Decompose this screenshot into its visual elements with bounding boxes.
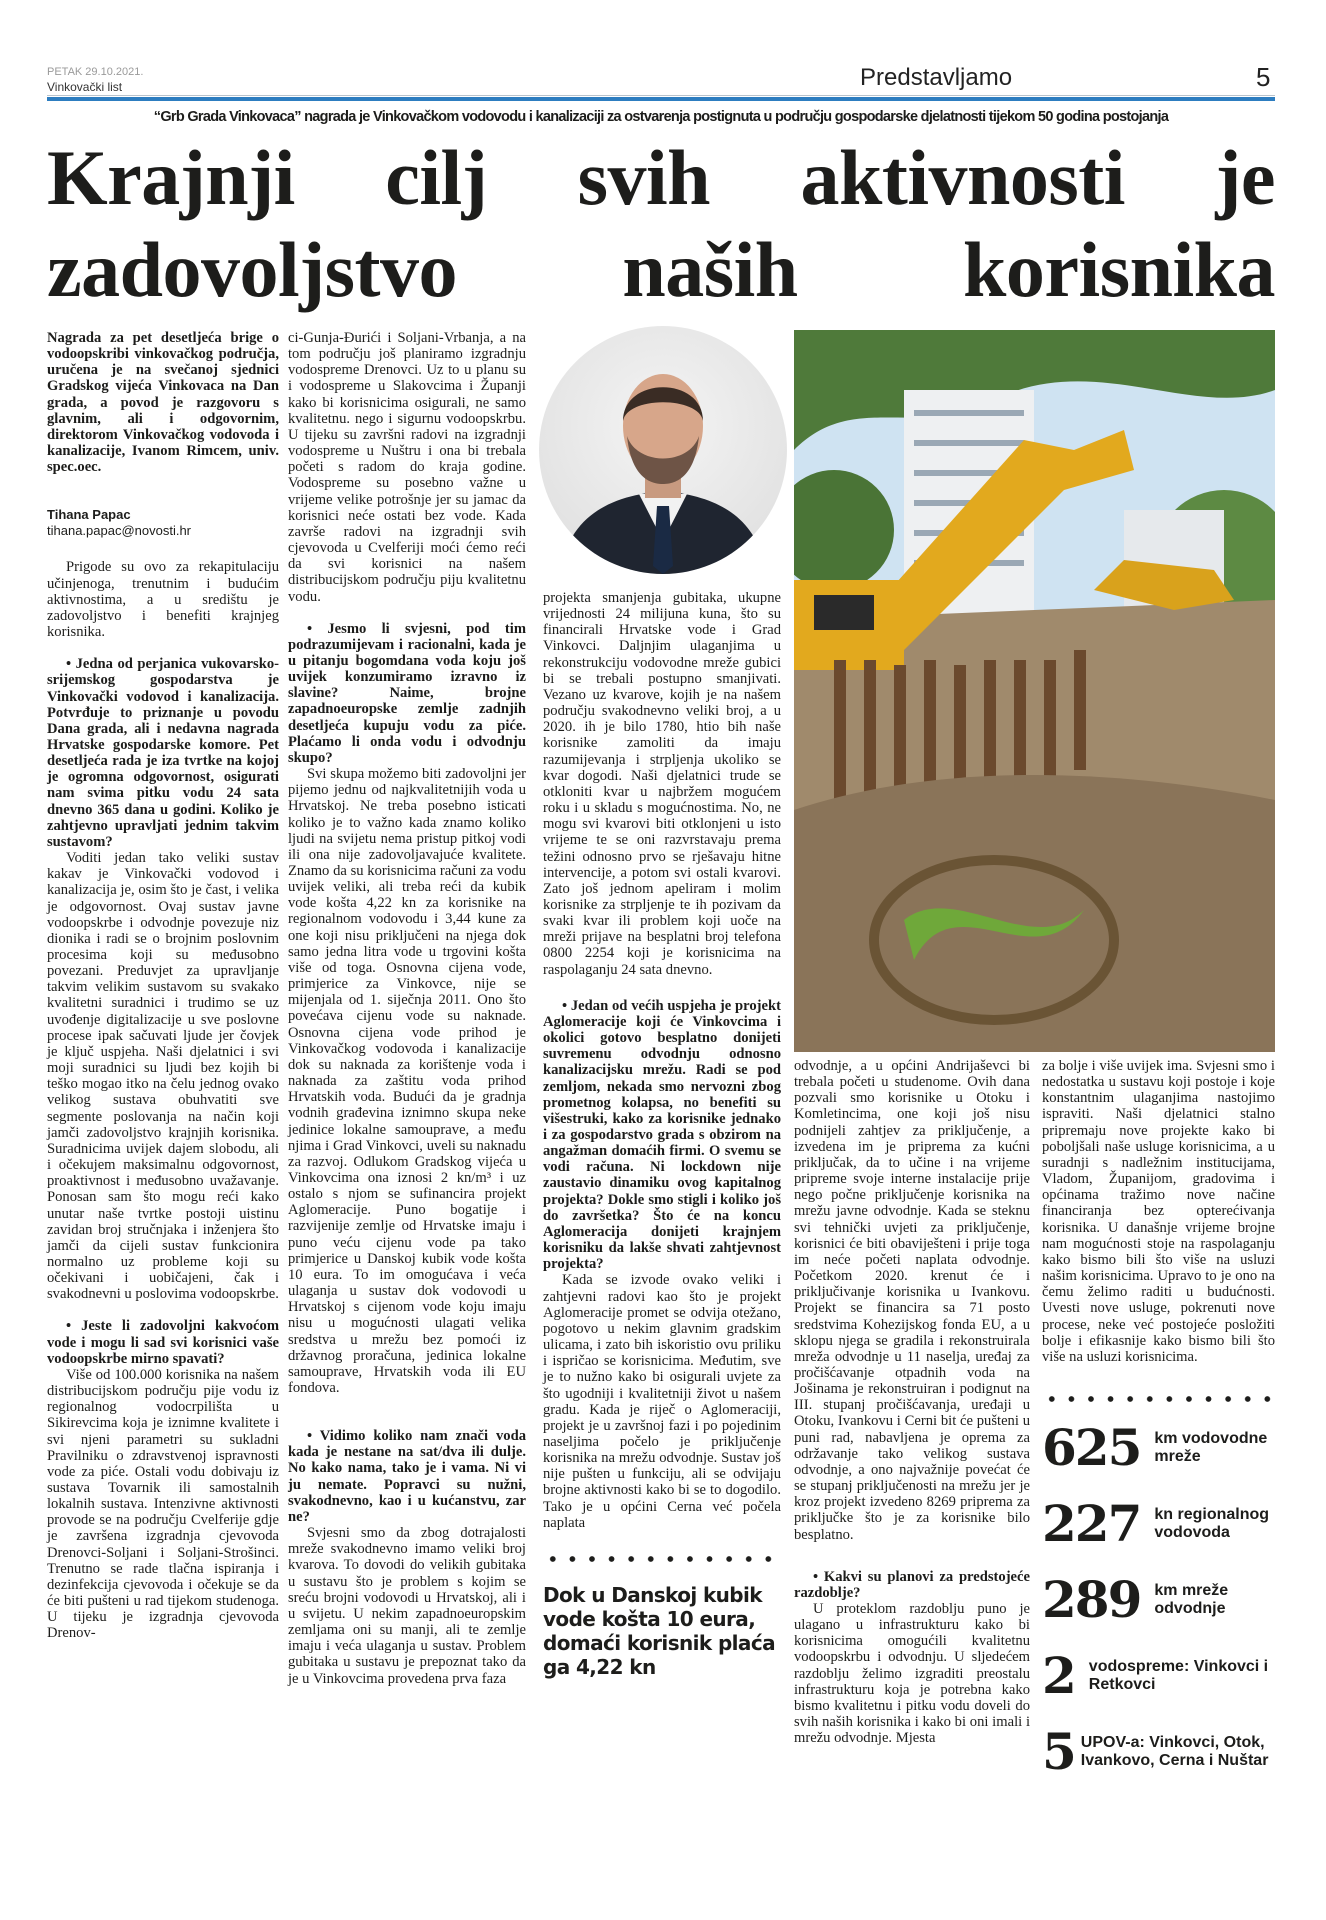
paragraph: projekta smanjenja gubitaka, ukupne vrijednosti 24 milijuna kuna, što su financirali Hrvatske vode i Grad Vinkovci. Daljnjim ulaganjima u rekonstrukciju vodovodne mreže gubici bi se trebali postupno smanjivati. Vezano uz kvarove, kojih je na našem području svakodnevno veliki broj, a u 2020. ih je bilo 1780, htio bih naše korisnike zamoliti da imaju razumijevanja i strpljenja ukoliko se kvar dogodi. Naši djelatnici trude se otkloniti kvar u najbržem mogućem roku i u skladu s mogućnostima. No, ne mogu svi kvarovi biti otklonjeni u isto vrijeme te se oni razvrstavaju prema težini odnosno prvo se rješavaju hitne intervencije, a potom svi ostali kvarovi. Zato još jednom apeliram i molim korisnike za strpljenje te ih pozivam da svaki kvar ili problem koji uoče na mreži prijave na besplatni broj telefona 0800 2254 koji je korisnicima na raspolaganju 24 sata dnevno.	[543, 590, 781, 978]
stat-label: UPOV-a: Vinkovci, Otok, Ivankovo, Cerna i Nuštar	[1080, 1733, 1269, 1769]
dotted-divider	[543, 1555, 781, 1563]
page-number: 5	[1256, 62, 1271, 92]
headline-line-2: zadovoljstvo naših korisnika	[47, 226, 1275, 313]
paragraph: odvodnje, a u općini Andrijaševci bi trebala početi u studenome. Ovih dana pozvali smo korisnike u Otoku i Komletincima, one koji još nisu podnijeli zahtjev za priključenje, a izvedena im je priprema za kućni priključak, da to učine i na vrijeme pripreme svoje interne instalacije prije nego počne priključenje korisnika na mrežu javne odvodnje. Kada se steknu svi tehnički uvjeti za priključenje, korisnici će biti obaviješteni i prije toga im neće početi naplata odvodnje. Početkom 2020. krenut će i priključivanje korisnika u Ivankovu. Projekt se financira sa 71 posto sredstvima Kohezijskog fonda EU, a u sklopu njega se gradila i rekonstruirala mreža odvodnje u 11 naselja, uređaj za pročišćavanje otpadnih voda na Jošinama je rekonstruiran i podignut na III. stupanj pročišćavanja, uređaji u Otoku, Ivankovu i Cerni bit će pušteni u puni rad, nabavljena je oprema za održavanje tako velikog sustava odvodnje, a ono najvažnije povećat će se stupanj priključenosti na mrežu jer je kroz projekt izvedeno 8269 priprema za priključke što je za korisnike bilo besplatno.	[794, 1058, 1030, 1543]
stat-regional-water	[1042, 1493, 1275, 1553]
director-portrait	[539, 326, 787, 574]
article-column-5	[1042, 1058, 1275, 1781]
portrait-image	[539, 326, 787, 574]
section-title: Predstavljamo	[860, 64, 1013, 91]
paragraph: Voditi jedan tako veliki sustav kakav je Vinkovački vodovod i kanalizacija je, osim što je čast, i velika je odgovornost. Ovaj sustav javne vodoopskrbe i odvodnje povezuje niz dionika i radi se o brojnim poslovnim procesima koji su međusobno povezani. Preduvjet za upravljanje takvim velikim sustavom su svakako kvalitetni suradnici i trudimo se uz uvođenje digitalizacije u sve poslovne procese ipak sačuvati ljude jer čovjek je ključ uspjeha. Naši djelatnici i svi moji suradnici su ljudi bez kojih bi teško mogao itko na čelu jednog ovako velikog sustava obuhvatiti sve segmente poslovanja na način koji jamči zadovoljstvo krajnjih korisnika. Suradnicima uvijek dajem slobodu, ali i očekujem maksimalnu odgovornost, proaktivnost i međusobno uvažavanje. Ponosan sam što mogu reći kako unutar naše tvrtke postoji uistinu zavidan broj stručnjaka i inženjera što jamči da cijeli sustav funkcionira normalno uz probleme koji su očekivani i uobičajeni, čak i svakodnevni u poslovima vodoopskrbe.	[47, 850, 279, 1303]
interview-question: • Vidimo koliko nam znači voda kada je nestane na sat/dva ili dulje. No kako nama, tako je i vama. Ni vi ju nemate. Popravci su nužni, svakodnevno, kao i u kućanstvu, zar ne?	[288, 1428, 526, 1525]
construction-photo	[794, 330, 1275, 1052]
byline-email[interactable]: tihana.papac@novosti.hr	[47, 523, 192, 539]
article-column-3	[543, 590, 781, 1679]
dotted-divider	[1042, 1395, 1275, 1403]
paragraph: Kada se izvode ovako veliki i zahtjevni radovi kao što je projekt Aglomeracije promet se odvija otežano, pogotovo u nekim glavnim gradskim ulicama, i zato bih iskoristio ovu priliku i ispričao se korisnicima. Međutim, sve je to nužno kako bi osigurali uvjete za što ugodniji i kvalitetniji život u našem gradu. Kada je riječ o Aglomeraciji, projekt je u završnoj fazi i po pojedinim naseljima počelo je priključenje korisnika na mrežu odvodnje. Sustav još nije pušten u funkciju, ali se odvijaju brojne aktivnosti kako bi se to dogodilo. Tako je u općini Cerna već počela naplata	[543, 1272, 781, 1531]
newspaper-name: Vinkovački list	[47, 80, 123, 94]
stat-number: 2	[1042, 1645, 1075, 1705]
article-column-2	[288, 330, 526, 1687]
interview-question: • Jeste li zadovoljni kakvoćom vode i mogu li sad svi korisnici vaše vodoopskrbe mirno spavati?	[47, 1318, 279, 1367]
stat-reservoirs	[1042, 1645, 1275, 1705]
paragraph: Svjesni smo da zbog dotrajalosti mreže svakodnevno imamo veliki broj kvarova. To dovodi do velikih gubitaka u sustavu što je problem s kojim se sreću brojni vodovodi u Hrvatskoj, ali i u svijetu. U nekim zapadnoeuropskim zemljama oni su manji, ali te zemlje imaju i veća ulaganja u sustav. Problem gubitaka u sustavu je prepoznat tako da je u Vinkovcima provedena prva faza	[288, 1525, 526, 1687]
stat-label: km mreže odvodnje	[1154, 1581, 1229, 1617]
interview-question: • Jesmo li svjesni, pod tim podrazumijevam i racionalni, kada je u pitanju bogomdana voda koju još uvijek konzumiramo izravno iz slavine? Naime, brojne zapadnoeuropske zemlje zadnjih desetljeća kupuju vodu za piće. Plaćamo li onda vodu i odvodnju skupo?	[288, 620, 526, 766]
byline-author: Tihana Papac	[47, 507, 131, 523]
issue-date: PETAK 29.10.2021.	[47, 66, 144, 78]
stat-sewer-network	[1042, 1569, 1275, 1629]
title-block	[47, 108, 1275, 316]
headline	[47, 132, 1275, 316]
paragraph: Više od 100.000 korisnika na našem distribucijskom području pije vodu iz regionalnog vodocrpilišta u Sikirevcima koja je iznimne kvalitete i svi njeni parametri su sukladni Pravilniku o zdravstvenoj ispravnosti vode za piće. Ostali vodu dobivaju iz sustava Tovarnik ili samostalnih lokalnih sustava. Intenzivne aktivnosti provode se na području Cvelferije gdje je završena izgradnja cjevovoda Drenovci-Soljani i Soljani-Strošinci. Trenutno se rade tlačna ispiranja i dezinfekcija cjevovoda i očekuje se da će biti pušteni u rad tijekom studenoga. U tijeku je izgradnja cjevovoda Drenov-	[47, 1366, 279, 1642]
interview-question: • Kakvi su planovi za predstojeće razdoblje?	[794, 1568, 1030, 1601]
header-rule-blue	[47, 97, 1275, 101]
excavator-site-image	[794, 330, 1275, 1052]
article-lead: Nagrada za pet desetljeća brige o vodoopskribi vinkovačkog područja, uručena je na svečanoj sjednici Gradskog vijeća Vinkovaca na Dan grada, a povod je razgovoru s glavnim, ali i odgovornim, direktorom Vinkovačkog vodovoda i kanalizacije, Ivanom Rimcem, univ. spec.oec.	[47, 330, 279, 476]
headline-line-1: Krajnji cilj svih aktivnosti je	[47, 134, 1275, 221]
paragraph: ci-Gunja-Đurići i Soljani-Vrbanja, a na tom području još planiramo izgradnju vodospreme Drenovci. Uz to u planu su i vodospreme u Slakovcima i Županji kako bi korisnicima osigurali, ne samo kvalitetnu. nego i sigurnu vodoopskrbu. U tijeku su završni radovi na izgradnji vodospreme u Nuštru i ona bi trebala početi s radom do kraja godine. Vodospreme su posebno važne u vrijeme velike potrošnje jer su jamac da korisnici neće ostati bez vode. Kada završe radovi na izgradnji svih cjevovoda u Cvelferiji moći ćemo reći da svi korisnici na našem distribucijskom području piju kvalitetnu vodu.	[288, 330, 526, 605]
paragraph: U proteklom razdoblju puno je ulagano u infrastrukturu kako bi korisnicima omogućili kvalitetnu vodoopskrbu i odvodnju. U sljedećem razdoblju želimo izgraditi preostalu infrastrukturu koja je potrebna kako bismo kvalitetnu i pitku vodu doveli do svih naših korisnika i kako bi oni imali i mrežu odvodnje. Mjesta	[794, 1601, 1030, 1747]
header-rule-thin	[47, 95, 1275, 96]
stat-water-network	[1042, 1417, 1275, 1477]
stat-label: vodospreme: Vinkovci i Retkovci	[1088, 1657, 1269, 1693]
interview-question: • Jedan od većih uspjeha je projekt Aglomeracije koji će Vinkovcima i okolici gotovo besplatno donijeti suvremenu odvodnju odnosno kanalizacijsku mrežu. Radi se pod zemljom, nekada smo nervozni zbog prometnog kolapsa, no benefiti su višestruki, kako za korisnike jednako i za gospodarstvo grada s obzirom na angažman domaćih firmi. O svemu se vodi računa. Ni lockdown nije zaustavio dinamiku ovog kapitalnog projekta? Dokle smo stigli i koliko još do završetka? Što će na koncu Aglomeracija donijeti krajnjem korisniku da lakše shvati zahtjevnost projekta?	[543, 997, 781, 1273]
paragraph: za bolje i više uvijek ima. Svjesni smo i nedostatka u sustavu koji postoje i koje konstantnim ulaganjima nastojimo ispraviti. Naši djelatnici stalno pripremaju nove projekte kako bi poboljšali naše usluge korisnicima, a u suradnji s nadležnim institucijama, Vladom, Županijom, gradovima i općinama tražimo nove načine financiranja bez opterećivanja korisnika. U današnje vrijeme brojne nam mogućnosti stoje na raspolaganju kako bismo bili što više na usluzi našim korisnicima. Upravo to je ono na čemu želimo raditi u budućnosti. Uvesti nove usluge, pokrenuti nove procese, neke već postojeće posložiti bolje i efikasnije kako bismo bili što više na usluzi korisnicima.	[1042, 1058, 1275, 1365]
interview-question: • Jedna od perjanica vukovarsko-srijemskog gospodarstva je Vinkovački vodovod i kanalizacija. Potvrđuje to priznanje u povodu Dana grada, ali i nedavna nagrada Hrvatske gospodarske komore. Pet desetljeća rada je iza tvrtke na kojoj je ogromna odgovornost, osigurati nam svima pitku vodu 24 sata dnevno 365 dana u godini. Koliko je zahtjevno upravljati jednim takvim sustavom?	[47, 656, 279, 850]
kicker: “Grb Grada Vinkovaca” nagrada je Vinkovačkom vodovodu i kanalizaciji za ostvarenja postignuta u području gospodarske djelatnosti tijekom 50 godina postojanja	[153, 109, 1169, 125]
stat-number: 5	[1042, 1721, 1075, 1781]
article-column-1	[47, 330, 279, 1642]
pull-quote: Dok u Danskoj kubik vode košta 10 eura, domaći korisnik plaća ga 4,22 kn	[543, 1582, 775, 1679]
paragraph: Prigode su ovo za rekapitulaciju učinjenoga, trenutnim i budućim aktivnostima, a u središtu je zadovoljstvo i benefiti krajnjeg korisnika.	[47, 559, 279, 641]
stat-label: kn regionalnog vodovoda	[1154, 1505, 1270, 1541]
paragraph: Svi skupa možemo biti zadovoljni jer pijemo jednu od najkvalitetnijih voda u Hrvatskoj. Ne treba posebno isticati koliko je to važno kada znamo koliko ljudi na svijetu nema pristup pitkoj vodi ili ona nije zadovoljavajuće kvalitete. Znamo da su korisnicima računi za vodu uvijek veliki, ali treba reći da kubik vode košta 4,22 kn za korisnike na regionalnom vodovodu i 3,44 kune za one koji nisu priključeni na njega dok samo jedna litra vode u trgovini košta više od toga. Osnovna cijena vode, primjerice za Vinkovce, nije se mijenjala od 1. siječnja 2011. Ono što povećava cijenu vode su naknade. Osnovna cijena vode prihod je Vinkovačkog vodovoda i kanalizacije dok su naknada za korištenje voda i naknada za zaštitu voda prihod Hrvatskih voda. Budući da je gradnja vodnih građevina iznimno skupa neke jedinice lokalne samouprave, a među njima i Grad Vinkovci, uveli su naknadu za razvoj. Odlukom Gradskog vijeća u Vinkovcima ona iznosi 2 kn/m³ i uz ostalo s njom se sufinancira projekt Aglomeracije. Puno bogatije i razvijenije zemlje od Hrvatske imaju i puno veću cijenu vode pa tako primjerice u Danskoj kubik vode košta 10 eura. To im omogućava i veća ulaganja u sustav dok vodovodi u Hrvatskoj s cijenom vode koju imaju nisu u mogućnosti ulagati velika sredstva u mrežu bez pomoći iz državnog proračuna, jedinica lokalne samouprave, Hrvatskih voda ili EU fondova.	[288, 766, 526, 1396]
stat-number: 289	[1042, 1569, 1141, 1629]
stat-number: 625	[1042, 1417, 1141, 1477]
stat-label: km vodovodne mreže	[1154, 1429, 1268, 1465]
stat-treatment-plants	[1042, 1721, 1275, 1781]
article-column-4	[794, 1058, 1030, 1746]
stat-number: 227	[1042, 1493, 1141, 1553]
